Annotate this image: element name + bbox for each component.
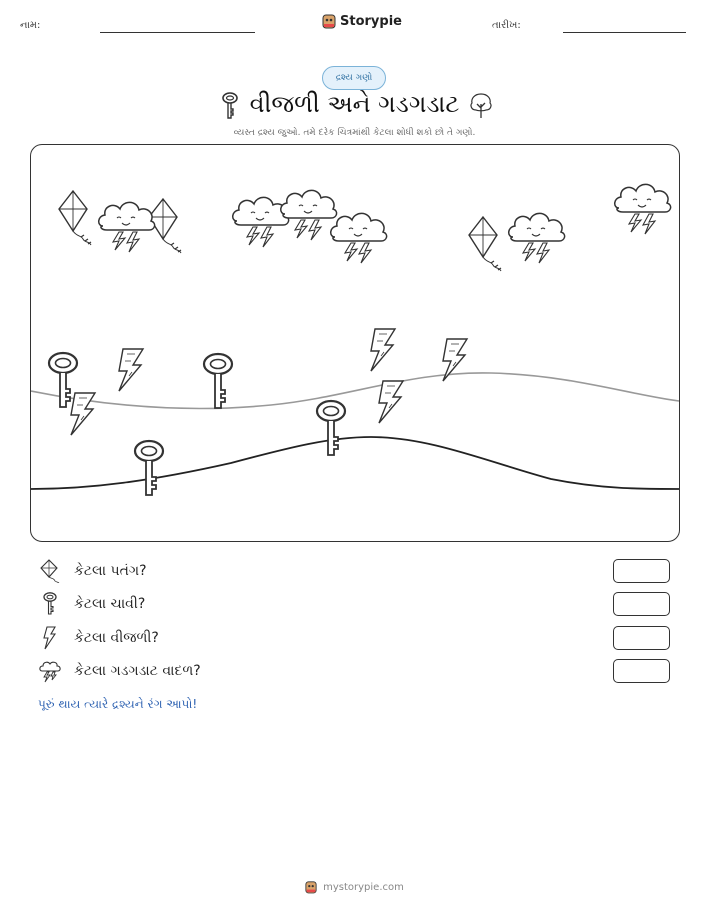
footer	[0, 880, 709, 894]
question-kites	[38, 558, 147, 584]
lightning-bolt	[71, 393, 95, 435]
storm-cloud	[99, 202, 155, 252]
scene-illustration	[31, 145, 679, 541]
lightning-icon	[38, 626, 62, 650]
instructions: વ્યસ્ત દ્રશ્ય જુઓ. તમે દરેક ચિત્રમાંથી કેટલા શોધી શકો છો તે ગણો.	[233, 128, 476, 138]
storm-cloud	[509, 213, 565, 263]
question-text: કેટલા પતંગ?	[74, 563, 147, 579]
answer-box-kites[interactable]	[613, 559, 670, 583]
question-text: કેટલા વીજળી?	[74, 630, 159, 646]
lightning-bolt	[379, 381, 403, 423]
storm-cloud	[615, 184, 671, 234]
lightning-bolt	[371, 329, 395, 371]
question-text: કેટલા ચાવી?	[74, 596, 146, 612]
question-keys	[38, 591, 145, 617]
kite-icon	[38, 559, 62, 583]
key	[204, 354, 232, 408]
date-label: તારીખ:	[492, 20, 521, 31]
storypie-mascot-icon	[305, 880, 317, 894]
key-icon	[38, 592, 62, 616]
kite	[59, 191, 91, 245]
footer-url[interactable]: mystorypie.com	[323, 881, 404, 893]
name-label: નામ:	[20, 20, 41, 31]
question-text: કેટલા ગડગડાટ વાદળ?	[74, 663, 201, 679]
name-line[interactable]	[100, 32, 255, 33]
key	[317, 401, 345, 455]
foreground-hill	[31, 437, 679, 489]
storm-cloud	[281, 190, 337, 240]
storm-cloud-icon	[38, 659, 62, 683]
lightning-bolt	[119, 349, 143, 391]
activity-badge: દ્રશ્ય ગણો	[322, 66, 386, 90]
tree-icon	[468, 92, 494, 120]
page-title: વીજળી અને ગડગડાટ	[249, 90, 460, 118]
date-line[interactable]	[563, 32, 686, 33]
question-lightning	[38, 625, 159, 651]
kite	[469, 217, 501, 271]
brand-logo	[322, 13, 402, 29]
key-icon	[220, 92, 240, 120]
answer-box-keys[interactable]	[613, 592, 670, 616]
answer-box-lightning[interactable]	[613, 626, 670, 650]
question-storm-clouds	[38, 658, 201, 684]
key	[135, 441, 163, 495]
storm-cloud	[233, 197, 289, 247]
answer-box-storm-clouds[interactable]	[613, 659, 670, 683]
brand-name: Storypie	[340, 13, 402, 29]
storm-cloud	[331, 213, 387, 263]
counting-scene	[30, 144, 680, 542]
coloring-note: પૂરું થાય ત્યારે દ્રશ્યને રંગ આપો!	[38, 697, 198, 711]
storypie-mascot-icon	[322, 13, 336, 29]
